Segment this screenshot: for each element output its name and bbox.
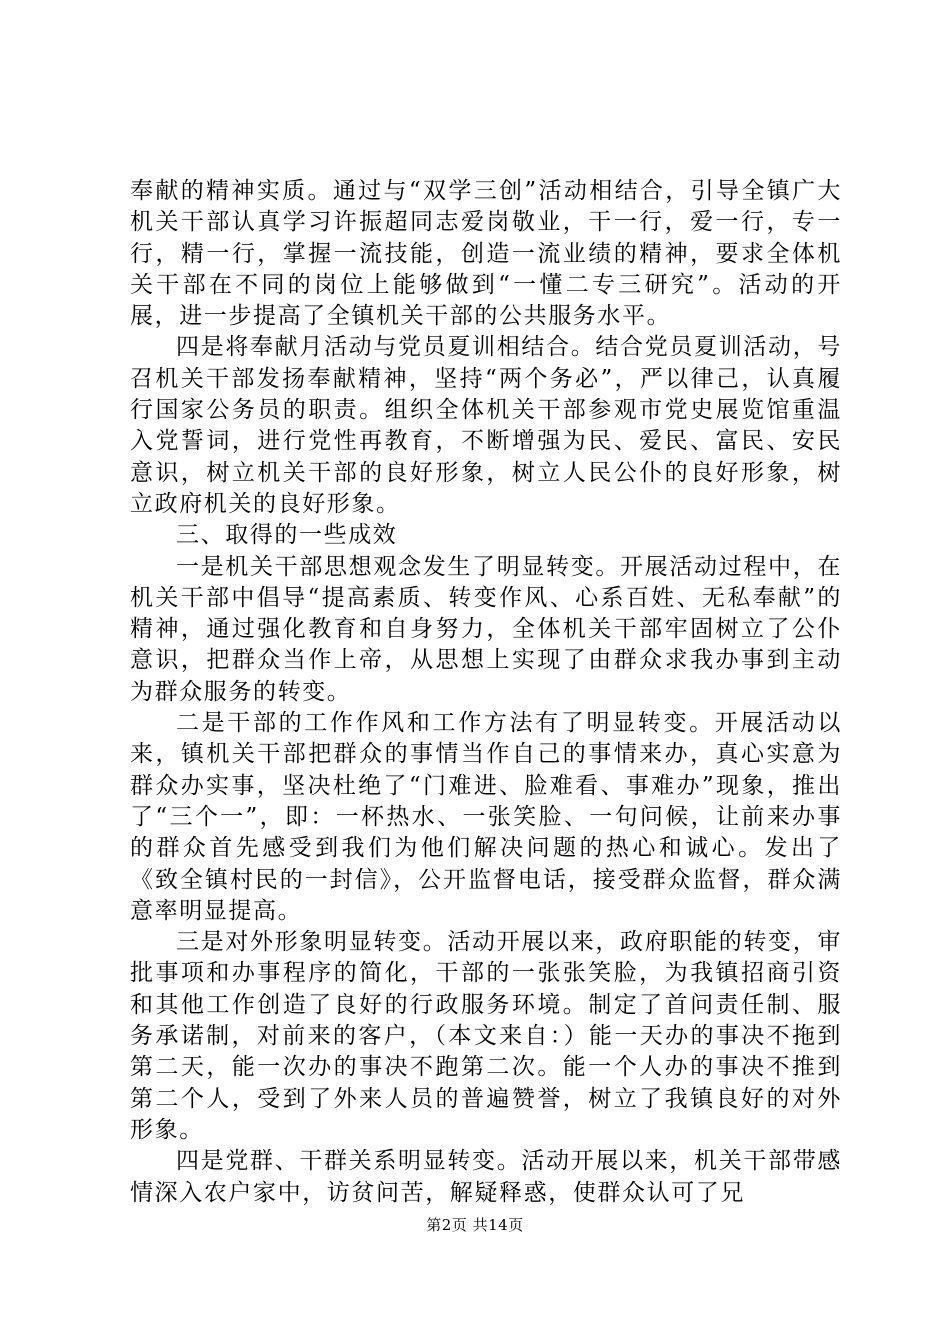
paragraph-mindset-change: 一是机关干部思想观念发生了明显转变。开展活动过程中，在机关干部中倡导“提高素质、转变作风、心系百姓、无私奉献”的精神，通过强化教育和自身努力，全体机关干部牢固树立了公仆意识，把群众当作上帝，从思想上实现了由群众求我办事到主动为群众服务的转变。 bbox=[130, 553, 842, 705]
document-body bbox=[130, 176, 842, 1209]
paragraph-work-style-change: 二是干部的工作作风和工作方法有了明显转变。开展活动以来，镇机关干部把群众的事情当作自己的事情来办，真心实意为群众办实事，坚决杜绝了“门难进、脸难看、事难办”现象，推出了“三个一”，即：一杯热水、一张笑脸、一句问候，让前来办事的群众首先感受到我们为他们解决问题的热心和诚心。发出了《致全镇村民的一封信》，公开监督电话，接受群众监督，群众满意率明显提高。 bbox=[130, 710, 842, 924]
section-heading: 三、取得的一些成效 bbox=[176, 522, 398, 549]
page-number: 第2页 共14页 bbox=[426, 1216, 524, 1234]
paragraph-relations-change: 四是党群、干群关系明显转变。活动开展以来，机关干部带感情深入农户家中，访贫问苦，解疑释惑，使群众认可了兄 bbox=[130, 1148, 842, 1206]
paragraph-summer-training: 四是将奉献月活动与党员夏训相结合。结合党员夏训活动，号召机关干部发扬奉献精神，坚持“两个务必”，严以律己，认真履行国家公务员的职责。组织全体机关干部参观市党史展览馆重温入党誓词，进行党性再教育，不断增强为民、爱民、富民、安民意识，树立机关干部的良好形象，树立人民公仆的良好形象，树立政府机关的良好形象。 bbox=[130, 334, 842, 517]
paragraph-continued: 奉献的精神实质。通过与“双学三创”活动相结合，引导全镇广大机关干部认真学习许振超同志爱岗敬业，干一行，爱一行，专一行，精一行，掌握一流技能，创造一流业绩的精神，要求全体机关干部在不同的岗位上能够做到“一懂二专三研究”。活动的开展，进一步提高了全镇机关干部的公共服务水平。 bbox=[130, 178, 842, 330]
paragraph-external-image-change: 三是对外形象明显转变。活动开展以来，政府职能的转变，审批事项和办事程序的简化，干部的一张张笑脸，为我镇招商引资和其他工作创造了良好的行政服务环境。制定了首问责任制、服务承诺制，对前来的客户，（本文来自：）能一天办的事决不拖到第二天，能一次办的事决不跑第二次。能一个人办的事决不推到第二个人，受到了外来人员的普遍赞誉，树立了我镇良好的对外形象。 bbox=[130, 929, 842, 1143]
